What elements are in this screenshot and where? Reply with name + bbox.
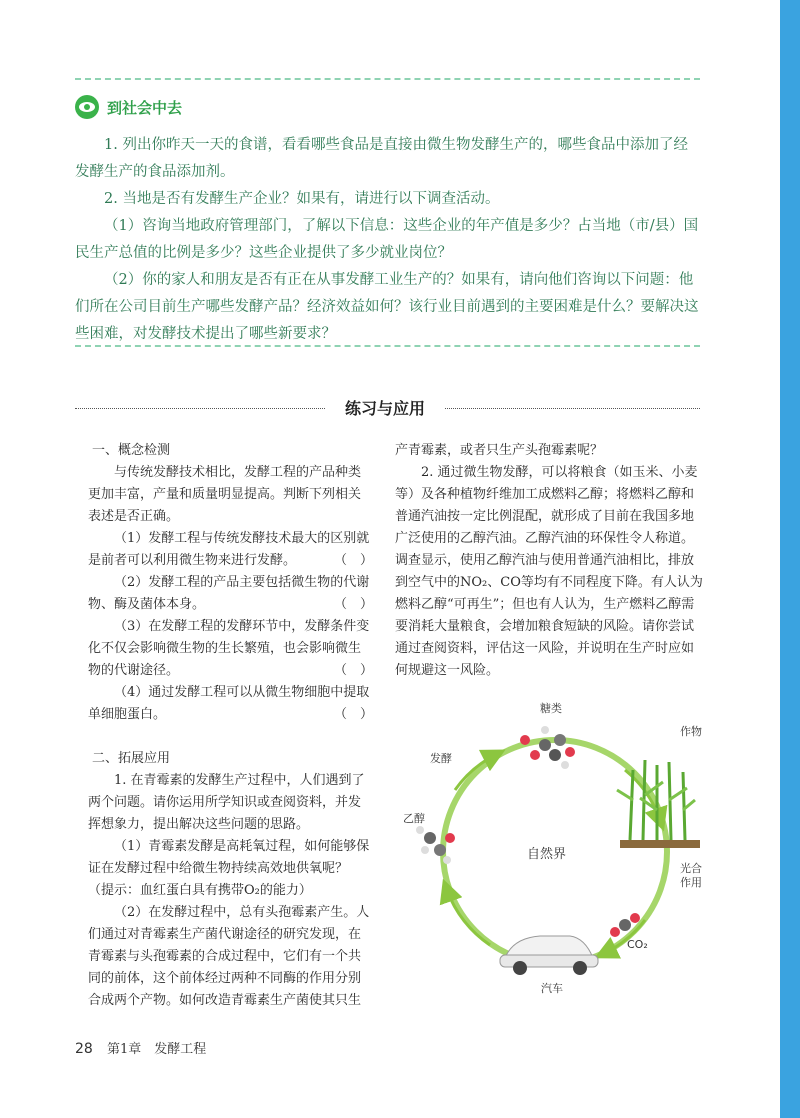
society-body	[75, 132, 700, 348]
extend-subquestion: （1）青霉素发酵是高耗氧过程，如何能够保证在发酵过程中给微生物持续高效地供氧呢？	[88, 839, 370, 876]
answer-bracket: （ ）	[333, 663, 373, 678]
answer-bracket: （ ）	[333, 597, 373, 612]
chapter-label: 第1章 发酵工程	[106, 1042, 207, 1057]
extend-heading: 二、拓展应用	[92, 751, 171, 766]
practice-rule-left	[75, 408, 325, 409]
sugar-label: 糖类	[540, 702, 562, 715]
answer-bracket: （ ）	[333, 707, 373, 722]
box-top-divider	[75, 78, 700, 80]
extend-question: 1. 在青霉素的发酵生产过程中，人们遇到了两个问题。请你运用所学知识或查阅资料，并发挥想象力，提出解决这些问题的思路。	[88, 773, 365, 832]
practice-rule-right	[445, 408, 700, 409]
left-column	[88, 440, 373, 1012]
society-paragraph: （2）你的家人和朋友是否有正在从事发酵工业生产的？如果有，请向他们咨询以下问题：他们所在公司目前生产哪些发酵产品？经济效益如何？该行业目前遇到的主要困难是什么？要解决这些困难，对发酵技术提出了哪些新要求？	[75, 272, 699, 342]
co2-label: CO₂	[627, 938, 648, 951]
extend-hint: （提示：血红蛋白具有携带O₂的能力）	[88, 883, 312, 898]
box-bottom-divider	[75, 345, 700, 347]
photosynthesis-label-2: 作用	[680, 876, 702, 889]
eye-icon	[75, 95, 99, 119]
extend-question: 2. 通过微生物发酵，可以将粮食（如玉米、小麦等）及各种植物纤维加工成燃料乙醇；将燃料乙醇和普通汽油按一定比例混配，就形成了目前在我国多地广泛使用的乙醇汽油。乙醇汽油的环保性令人称道。调查显示，使用乙醇汽油与使用普通汽油相比，排放到空气中的NO₂、CO等均有不同程度下降。有人认为燃料乙醇“可再生”；但也有人认为，生产燃料乙醇需要消耗大量粮食，会增加粮食短缺的风险。请你尝试通过查阅资料，评估这一风险，并说明在生产时应如何规避这一风险。	[395, 465, 703, 678]
right-column	[395, 440, 705, 682]
page-edge-bar	[780, 0, 800, 1118]
page-footer	[75, 1038, 206, 1057]
sugar-molecule	[520, 726, 575, 769]
society-title: 到社会中去	[107, 98, 183, 117]
car-label: 汽车	[541, 982, 563, 995]
society-paragraph: 2. 当地是否有发酵生产企业？如果有，请进行以下调查活动。	[104, 191, 500, 207]
nature-center-label: 自然界	[527, 847, 567, 862]
ethanol-label: 乙醇	[403, 812, 425, 825]
concept-item: （4）通过发酵工程可以从微生物细胞中提取单细胞蛋白。 （ ）	[88, 682, 373, 726]
concept-item: （3）在发酵工程的发酵环节中，发酵条件变化不仅会影响微生物的生长繁殖，也会影响微生物的代谢途径。 （ ）	[88, 616, 373, 682]
car-icon	[500, 936, 598, 975]
concept-item: （1）发酵工程与传统发酵技术最大的区别就是前者可以利用微生物来进行发酵。 （ ）	[88, 528, 373, 572]
concept-heading: 一、概念检测	[92, 443, 171, 458]
answer-bracket: （ ）	[333, 553, 373, 568]
photosynthesis-label-1: 光合	[680, 862, 702, 875]
page-number: 28	[75, 1041, 93, 1057]
crop-label: 作物	[680, 725, 702, 738]
ethanol-molecule	[416, 826, 455, 864]
extend-subquestion: （2）在发酵过程中，总有头孢霉素产生。人们通过对青霉素生产菌代谢途径的研究发现，在青霉素与头孢霉素的合成过程中，它们有一个共同的前体，这个前体经过两种不同酶的作用分别合成两个产物。如何改造青霉素生产菌使其只生	[88, 905, 370, 1008]
extend-continuation: 产青霉素，或者只生产头孢霉素呢？	[395, 443, 604, 458]
society-paragraph: 1. 列出你昨天一天的食谱，看看哪些食品是直接由微生物发酵生产的，哪些食品中添加了经发酵生产的食品添加剂。	[75, 137, 688, 180]
concept-intro: 与传统发酵技术相比，发酵工程的产品种类更加丰富，产量和质量明显提高。判断下列相关表述是否正确。	[88, 465, 362, 524]
nature-cycle-diagram	[395, 700, 715, 1000]
society-paragraph: （1）咨询当地政府管理部门，了解以下信息：这些企业的年产值是多少？占当地（市/县）国民生产总值的比例是多少？这些企业提供了多少就业岗位？	[75, 218, 699, 261]
society-section-header	[75, 94, 182, 120]
concept-item: （2）发酵工程的产品主要包括微生物的代谢物、酶及菌体本身。 （ ）	[88, 572, 373, 616]
ferment-label: 发酵	[430, 752, 452, 765]
practice-title: 练习与应用	[344, 399, 425, 418]
